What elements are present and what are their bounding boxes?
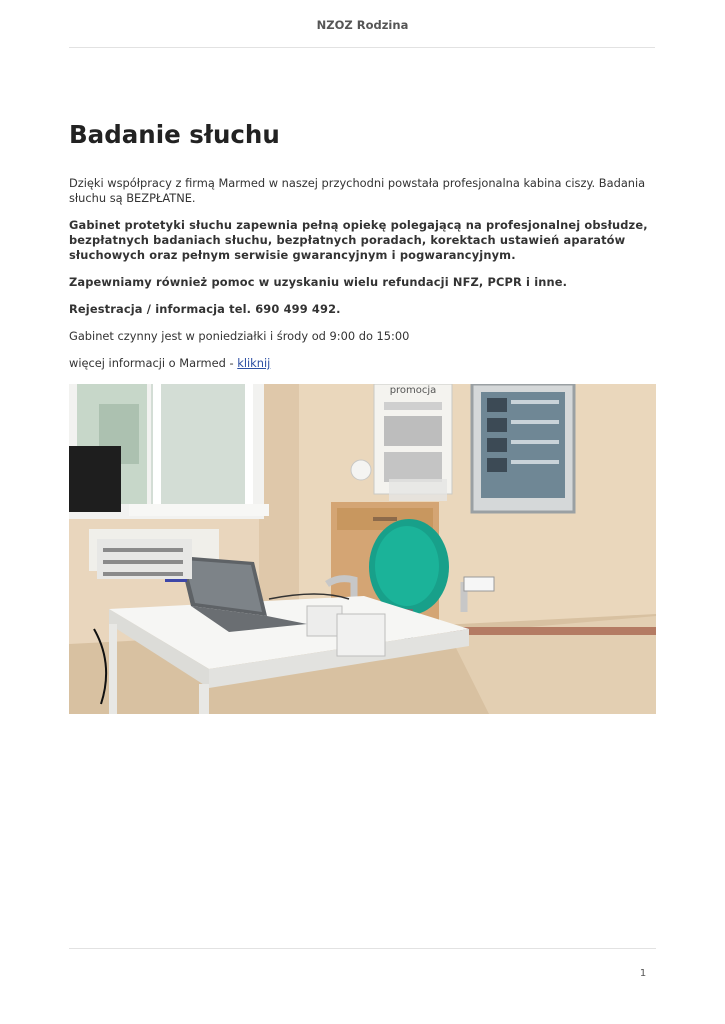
header-divider [69, 47, 655, 48]
hours-paragraph: Gabinet czynny jest w poniedziałki i środy od 9:00 do 15:00 [69, 329, 410, 343]
more-info-text: więcej informacji o Marmed - [69, 356, 238, 370]
more-info-link[interactable]: kliknij [237, 356, 271, 370]
document-header-title: NZOZ Rodzina [316, 18, 409, 32]
footer-divider [69, 948, 656, 949]
intro-paragraph: Dzięki współpracy z firmą Marmed w naszej przychodni powstała profesjonalna kabina ciszy. Badania słuchu są BEZPŁATNE. [69, 176, 646, 205]
article-body [69, 118, 659, 383]
office-photo [69, 384, 656, 714]
article-title: Badanie słuchu [69, 120, 280, 149]
services-paragraph: Gabinet protetyki słuchu zapewnia pełną opiekę polegającą na profesjonalnej obsłudze, bezpłatnych badaniach słuchu, bezpłatnych poradach, korektach ustawień aparatów słuchowych oraz pełnym serwisie gwarancyjnym i pogwarancyjnym. [69, 218, 648, 262]
page-number: 1 [639, 968, 647, 979]
poster-heading: promocja [389, 385, 437, 396]
registration-paragraph: Rejestracja / informacja tel. 690 499 492. [69, 302, 341, 316]
refunds-paragraph: Zapewniamy również pomoc w uzyskaniu wielu refundacji NFZ, PCPR i inne. [69, 275, 568, 289]
more-info-paragraph [69, 356, 659, 371]
